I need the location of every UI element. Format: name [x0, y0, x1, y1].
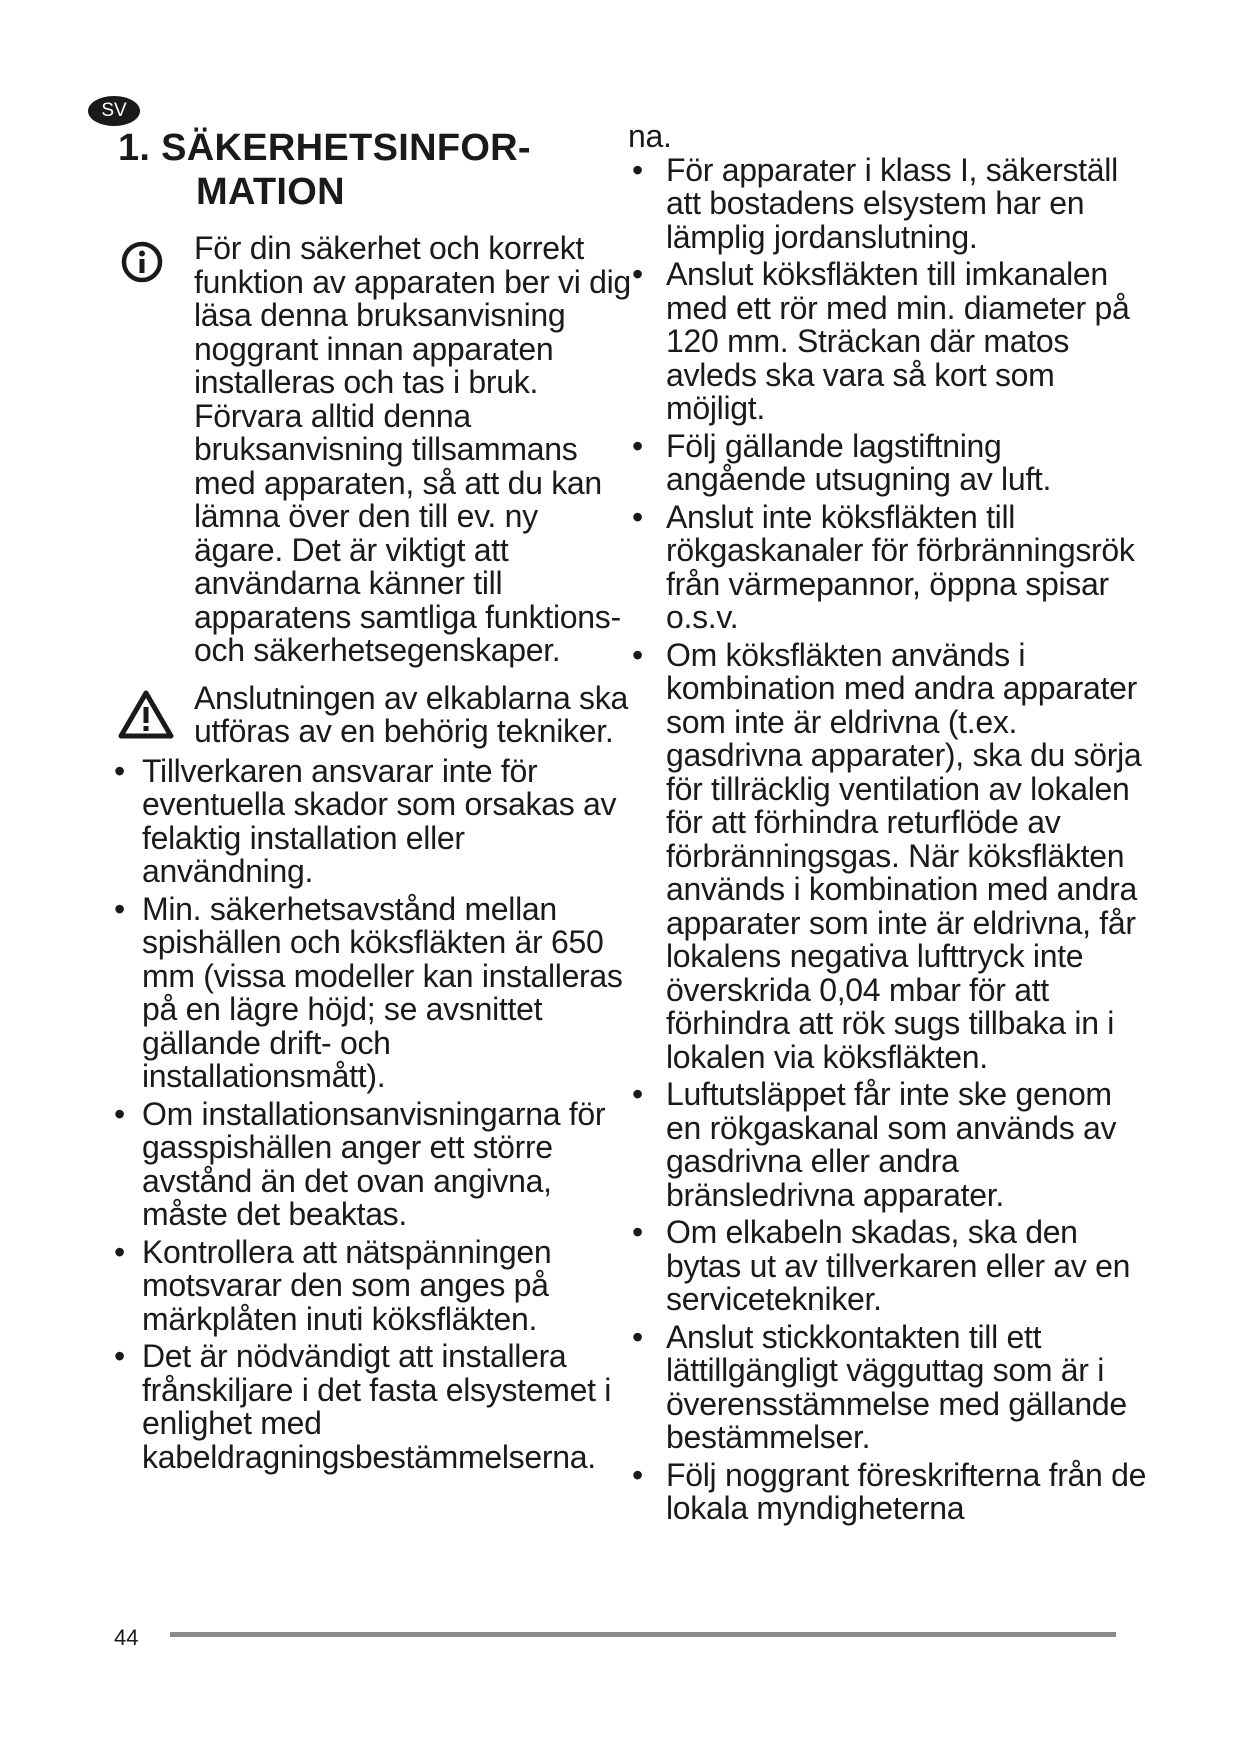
list-item: • Anslut inte köksfläkten till rökgaskanaler för förbränningsrök från värmepannor, öppna spisar o.s.v. — [628, 501, 1148, 635]
list-item: • För apparater i klass I, säkerställ att bostadens elsystem har en lämplig jordanslutning. — [628, 154, 1148, 255]
warning-note-text: Anslutningen av elkablarna ska utföras av en behörig tekniker. — [194, 679, 628, 749]
list-item: • Om installationsanvisningarna för gasspishällen anger ett större avstånd än det ovan angivna, måste det beaktas. — [112, 1098, 632, 1232]
right-bullet-list — [628, 151, 1148, 1526]
info-note — [112, 232, 632, 668]
section-title — [118, 126, 638, 214]
section-title-line-1: 1. SÄKERHETSINFOR- — [118, 127, 531, 169]
warning-triangle-icon — [116, 688, 176, 740]
list-item: • Om elkabeln skadas, ska den bytas ut av tillverkaren eller av en servicetekniker. — [628, 1216, 1148, 1317]
list-item: • Min. säkerhetsavstånd mellan spishällen och köksfläkten är 650 mm (vissa modeller kan installeras på en lägre höjd; se avsnittet gällande drift- och installationsmått). — [112, 893, 632, 1094]
continued-text: na. — [628, 118, 672, 154]
page-number: 44 — [114, 1625, 139, 1650]
section-title-line-2: MATION — [196, 171, 345, 213]
left-column — [112, 232, 632, 1474]
list-item: • Om köksfläkten används i kombination med andra apparater som inte är eldrivna (t.ex. gasdrivna apparater), ska du sörja för tillräcklig ventilation av lokalen för att förhindra returflöde av förbränningsgas. När köksfläkten används i kombination med andra apparater som inte är eldrivna, får lokalens negativa lufttryck inte överskrida 0,04 mbar för att förhindra att rök sugs tillbaka in i lokalen via köksfläkten. — [628, 639, 1148, 1075]
info-circle-icon — [120, 240, 164, 284]
list-item: • Det är nödvändigt att installera frånskiljare i det fasta elsystemet i enlighet med kabeldragningsbestämmelserna. — [112, 1340, 632, 1474]
list-item: • Luftutsläppet får inte ske genom en rökgaskanal som används av gasdrivna eller andra bränsledrivna apparater. — [628, 1078, 1148, 1212]
warning-note — [112, 679, 632, 749]
list-item: • Kontrollera att nätspänningen motsvarar den som anges på märkplåten inuti köksfläkten. — [112, 1236, 632, 1337]
info-note-text: För din säkerhet och korrekt funktion av apparaten ber vi dig läsa denna bruksanvisning noggrant innan apparaten installeras och tas i bruk. Förvara alltid denna bruksanvisning tillsammans med apparaten, så att du kan lämna över den till ev. ny ägare. Det är viktigt att användarna känner till apparatens samtliga funktions- och säkerhetsegenskaper. — [194, 230, 631, 668]
list-item: • Tillverkaren ansvarar inte för eventuella skador som orsakas av felaktig installation eller användning. — [112, 755, 632, 889]
list-item: • Följ noggrant föreskrifterna från de lokala myndigheterna — [628, 1459, 1148, 1526]
list-item: • Anslut stickkontakten till ett lättillgängligt vägguttag som är i överensstämmelse med gällande bestämmelser. — [628, 1321, 1148, 1455]
right-column — [628, 120, 1148, 1526]
list-item: • Anslut köksfläkten till imkanalen med ett rör med min. diameter på 120 mm. Sträckan där matos avleds ska vara så kort som möjligt. — [628, 258, 1148, 426]
footer-divider — [170, 1632, 1116, 1637]
left-bullet-list — [112, 752, 632, 1475]
list-item: • Följ gällande lagstiftning angående utsugning av luft. — [628, 430, 1148, 497]
language-badge: SV — [88, 96, 140, 126]
